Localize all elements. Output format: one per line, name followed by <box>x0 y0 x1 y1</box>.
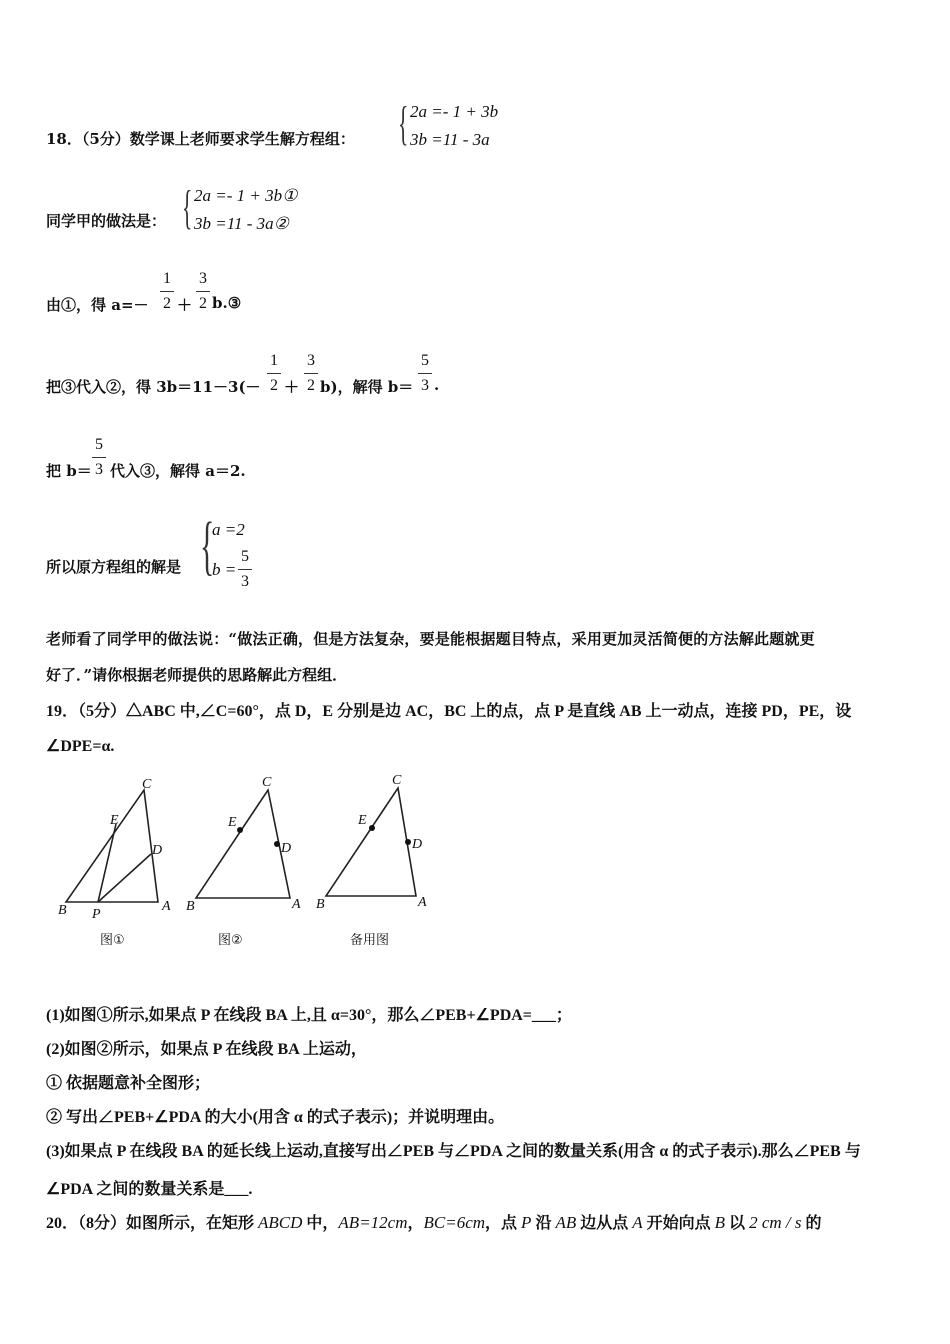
q20-text-6: 开始向点 <box>642 1215 715 1232</box>
fig1-label-p: P <box>92 907 101 922</box>
numerator: 5 <box>95 436 103 453</box>
fig2-label-b: B <box>186 899 195 914</box>
q20-line-1 <box>46 1210 822 1233</box>
step3-suffix: 代入③，解得 a＝2. <box>110 462 246 480</box>
solution-label: 所以原方程组的解是 <box>46 558 182 576</box>
step2-end: . <box>434 376 440 394</box>
numerator: 3 <box>199 270 207 287</box>
q20-point-p: P <box>521 1213 532 1232</box>
q20-text-8: 的 <box>801 1215 822 1232</box>
step2-plus: ＋ <box>284 378 300 396</box>
step3-prefix: 把 b＝ <box>46 462 92 480</box>
q20-bc: BC=6cm <box>423 1213 486 1232</box>
fraction-five-thirds <box>238 548 252 591</box>
denominator: 2 <box>270 377 278 394</box>
fig3-label-d: D <box>412 837 423 852</box>
q18-system-eq1: 2a =- 1 + 3b <box>410 102 499 121</box>
q20-speed: 2 cm / s <box>749 1213 802 1232</box>
fig2-label-d: D <box>281 841 292 856</box>
q20-ab: AB=12cm <box>338 1213 408 1232</box>
fig1-label-a: A <box>162 899 171 914</box>
numerator: 5 <box>241 548 249 565</box>
numerator: 1 <box>270 352 278 369</box>
left-brace: { <box>200 509 215 582</box>
denominator: 2 <box>199 295 207 312</box>
q19-part-2a: ① 依据题意补全图形； <box>46 1075 211 1092</box>
left-brace: { <box>398 97 409 150</box>
q20-point-a: A <box>632 1213 643 1232</box>
numerator: 5 <box>421 352 429 369</box>
fig1-label-e: E <box>110 813 119 828</box>
q20-text-7: 以 <box>725 1215 750 1232</box>
q19-line-2: ∠DPE=α. <box>46 738 115 755</box>
q20-text-5: 边从点 <box>576 1215 633 1232</box>
teacher-line-1: 老师看了同学甲的做法说：“做法正确，但是方法复杂，要是能根据题目特点，采用更加灵活简便的方法解此题就更 <box>46 630 815 648</box>
fig3-point-d <box>405 839 411 845</box>
denominator: 2 <box>163 295 171 312</box>
fig1-label-b: B <box>58 903 67 918</box>
fraction-five-thirds <box>418 352 432 395</box>
fig1-caption: 图① <box>100 933 125 948</box>
fig2-point-d <box>274 841 280 847</box>
figure-1 <box>66 790 158 902</box>
solution-b: b = <box>212 560 237 579</box>
denominator: 3 <box>95 461 103 478</box>
q19-part-1: (1)如图①所示,如果点 P 在线段 BA 上,且 α=30°，那么∠PEB+∠PDA=___； <box>46 1007 572 1024</box>
step1-plus: ＋ <box>177 296 193 314</box>
numerator: 1 <box>163 270 171 287</box>
fig1-label-d: D <box>152 843 163 858</box>
q19-part-2b: ② 写出∠PEB+∠PDA 的大小(用含 α 的式子表示)；并说明理由。 <box>46 1109 505 1126</box>
student-system-eq2: 3b =11 - 3a② <box>194 214 289 233</box>
fig3-label-a: A <box>418 895 427 910</box>
q20-text-2: 中， <box>302 1215 339 1232</box>
denominator: 3 <box>421 377 429 394</box>
student-system <box>182 181 322 244</box>
fraction-one-half <box>160 270 174 313</box>
q18-intro: 18．（5分）数学课上老师要求学生解方程组： <box>46 130 355 148</box>
fig2-point-e <box>237 827 243 833</box>
figure-3 <box>326 788 416 896</box>
step2-prefix: 把③代入②，得 3b＝11－3(－ <box>46 378 261 396</box>
q20-comma: ， <box>407 1215 424 1232</box>
fig3-label-c: C <box>392 773 402 788</box>
fig3-label-e: E <box>358 813 367 828</box>
q20-point-b: B <box>714 1213 726 1232</box>
step2-after: b)，解得 b＝ <box>320 378 414 396</box>
q20-rect: ABCD <box>258 1213 303 1232</box>
fig2-label-e: E <box>228 815 237 830</box>
teacher-line-2: 好了．”请你根据老师提供的思路解此方程组． <box>46 666 348 684</box>
fig2-label-c: C <box>262 775 272 790</box>
q18-system <box>398 97 518 160</box>
fig2-label-a: A <box>292 897 301 912</box>
fig1-label-c: C <box>142 777 152 792</box>
fig2-caption: 图② <box>218 933 243 948</box>
q20-ab2: AB <box>555 1213 577 1232</box>
q20-text-3: ，点 <box>485 1215 522 1232</box>
q18-system-eq2: 3b =11 - 3a <box>410 130 490 149</box>
fraction-three-halves <box>196 270 210 313</box>
student-label: 同学甲的做法是： <box>46 212 167 230</box>
denominator: 3 <box>241 573 249 590</box>
q19-part-3-line-1: (3)如果点 P 在线段 BA 的延长线上运动,直接写出∠PEB 与∠PDA 之间的数量关系(用含 α 的式子表示).那么∠PEB 与 <box>46 1143 861 1160</box>
q19-line-1: 19．（5分）△ABC 中,∠C=60°，点 D，E 分别是边 AC，BC 上的点，点 P 是直线 AB 上一动点，连接 PD，PE，设 <box>46 703 852 720</box>
fraction-five-thirds <box>92 436 106 479</box>
fig3-caption: 备用图 <box>350 933 390 948</box>
left-brace: { <box>182 181 193 234</box>
step1-suffix: b.③ <box>212 294 242 312</box>
student-system-eq1: 2a =- 1 + 3b① <box>194 186 298 205</box>
fig3-label-b: B <box>316 897 325 912</box>
fig3-point-e <box>369 825 375 831</box>
denominator: 2 <box>307 377 315 394</box>
q20-text-4: 沿 <box>531 1215 556 1232</box>
q19-figures <box>46 768 466 958</box>
q20-text-1: 20．（8分）如图所示，在矩形 <box>46 1215 259 1232</box>
fraction-three-halves <box>304 352 318 395</box>
fraction-one-half <box>267 352 281 395</box>
solution-a: a =2 <box>212 520 245 539</box>
q19-part-2: (2)如图②所示，如果点 P 在线段 BA 上运动， <box>46 1041 367 1058</box>
q19-part-3-line-2: ∠PDA 之间的数量关系是___. <box>46 1181 253 1198</box>
step1-prefix: 由①，得 a=－ <box>46 296 149 314</box>
numerator: 3 <box>307 352 315 369</box>
